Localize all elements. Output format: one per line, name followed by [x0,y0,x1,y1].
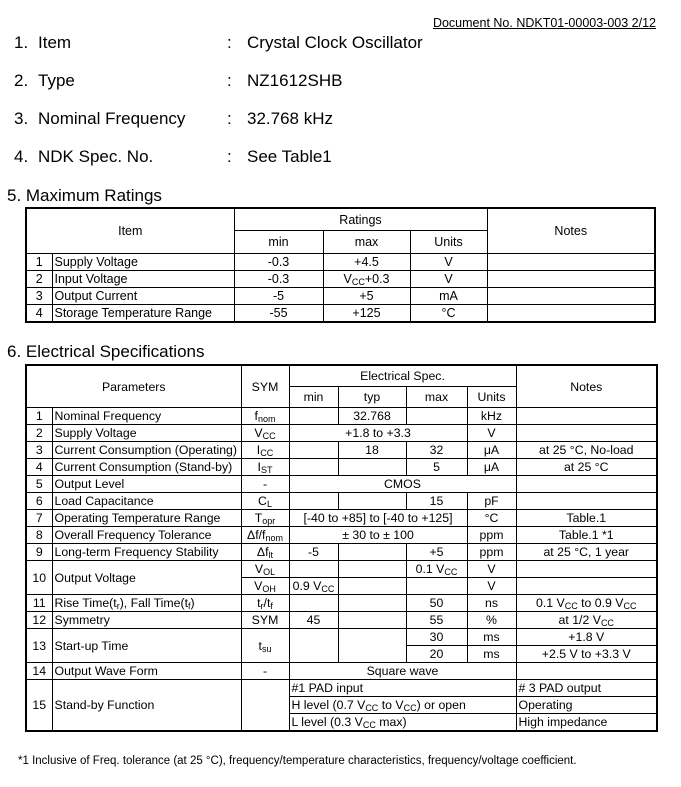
row-item: Storage Temperature Range [52,305,234,323]
item-colon: : [227,71,232,90]
table-row: 4 Current Consumption (Stand-by) $I_{ST}$ 5 μA at 25 °C [26,459,657,476]
header-ratings: Ratings [234,208,487,231]
elec-spec-title: 6. Electrical Specifications [7,342,205,361]
table-row: 10 Output Voltage $V_{OL}$ 0.1 $V_{CC}$ V [26,561,657,578]
table-row: 6 Load Capacitance $C_L$ 15 pF [26,493,657,510]
table-row: 14 Output Wave Form - Square wave [26,663,657,680]
table-row: L level (0.3 $V_{CC}$ max) High impedance [26,714,657,732]
row-notes [487,271,655,288]
item-num: 4. [14,147,29,166]
header-units: Units [410,231,487,254]
header-spec: Electrical Spec. [289,365,516,387]
table-row: 13 Start-up Time $t_{su}$ 30 ms +1.8 V [26,629,657,646]
row-units: °C [410,305,487,323]
item-row-type [14,71,343,91]
row-min: -0.3 [234,271,323,288]
table-row: $V_{OH}$ 0.9 $V_{CC}$ V [26,578,657,595]
item-label: NDK Spec. No. [38,147,154,166]
row-min: -5 [234,288,323,305]
table-row: 11 Rise $Time(t_r)$, Fall $Time(t_f)$ $t_r/t_f$ 50 ns 0.1 $V_{CC}$ to 0.9 $V_{CC}$ [26,595,657,612]
row-units: mA [410,288,487,305]
item-value: See Table1 [247,147,332,166]
table-row: 1 Nominal Frequency $f_{nom}$ 32.768 kHz [26,408,657,425]
table-row: 12 Symmetry SYM 45 55 % at 1/2 $V_{CC}$ [26,612,657,629]
item-label: Type [38,71,75,90]
elec-spec-table [25,364,658,732]
table-row [26,271,655,288]
table-row: 8 Overall Frequency Tolerance $\Delta f/f_{nom}$ ± 30 to ± 100 ppm Table.1 *1 [26,527,657,544]
item-colon: : [227,147,232,166]
table-row [26,254,655,271]
table-row: 2 Supply Voltage $V_{CC}$ +1.8 to +3.3 V [26,425,657,442]
item-label: Nominal Frequency [38,109,186,128]
item-label: Item [38,33,72,52]
item-value: NZ1612SHB [247,71,343,90]
row-max: +5 [323,288,410,305]
item-num: 2. [14,71,29,90]
table-row: 20 ms +2.5 V to +3.3 V [26,646,657,663]
item-value: 32.768 kHz [247,109,333,128]
item-colon: : [227,109,232,128]
item-row-spec [14,147,332,167]
item-num: 3. [14,109,29,128]
table-row: 7 Operating Temperature Range $T_{opr}$ [-40 to +85] to [-40 to +125] °C Table.1 [26,510,657,527]
footnote: *1 Inclusive of Freq. tolerance (at 25 °C), frequency/temperature characteristics, frequency/voltage coefficient. [18,755,577,767]
table-row: H level (0.7 $V_{CC}$ to $V_{CC}$) or open Operating [26,697,657,714]
header-sym: SYM [241,365,289,408]
row-item: Supply Voltage [52,254,234,271]
item-value: Crystal Clock Oscillator [247,33,423,52]
row-notes [487,288,655,305]
row-max: $V_{CC}+0.3$ [323,271,410,288]
table-row [26,288,655,305]
table-row: 5 Output Level - CMOS [26,476,657,493]
item-row-item [14,33,423,53]
row-units: V [410,254,487,271]
row-num: 3 [26,288,52,305]
max-ratings-title: 5. Maximum Ratings [7,186,162,205]
item-colon: : [227,33,232,52]
header-min: min [289,387,338,408]
header-notes: Notes [487,208,655,254]
row-min: -0.3 [234,254,323,271]
header-max: max [406,387,467,408]
max-ratings-table [25,207,656,323]
row-units: V [410,271,487,288]
header-notes: Notes [516,365,657,408]
table-row: 9 Long-term Frequency Stability $\Delta f_{lt}$ -5 +5 ppm at 25 °C, 1 year [26,544,657,561]
row-notes [487,254,655,271]
row-num: 4 [26,305,52,323]
table-row [26,305,655,323]
row-notes [487,305,655,323]
item-row-frequency [14,109,333,129]
row-max: +125 [323,305,410,323]
table-row: 15 Stand-by Function #1 PAD input # 3 PAD output [26,680,657,697]
header-max: max [323,231,410,254]
header-parameters: Parameters [26,365,241,408]
row-num: 1 [26,254,52,271]
table-row: 3 Current Consumption (Operating) $I_{CC}$ 18 32 μA at 25 °C, No-load [26,442,657,459]
header-units: Units [467,387,516,408]
header-min: min [234,231,323,254]
row-min: -55 [234,305,323,323]
header-typ: typ [338,387,406,408]
header-item: Item [26,208,234,254]
row-item: Output Current [52,288,234,305]
row-item: Input Voltage [52,271,234,288]
document-number: Document No. NDKT01-00003-003 2/12 [432,16,656,30]
row-num: 2 [26,271,52,288]
row-max: +4.5 [323,254,410,271]
item-num: 1. [14,33,29,52]
